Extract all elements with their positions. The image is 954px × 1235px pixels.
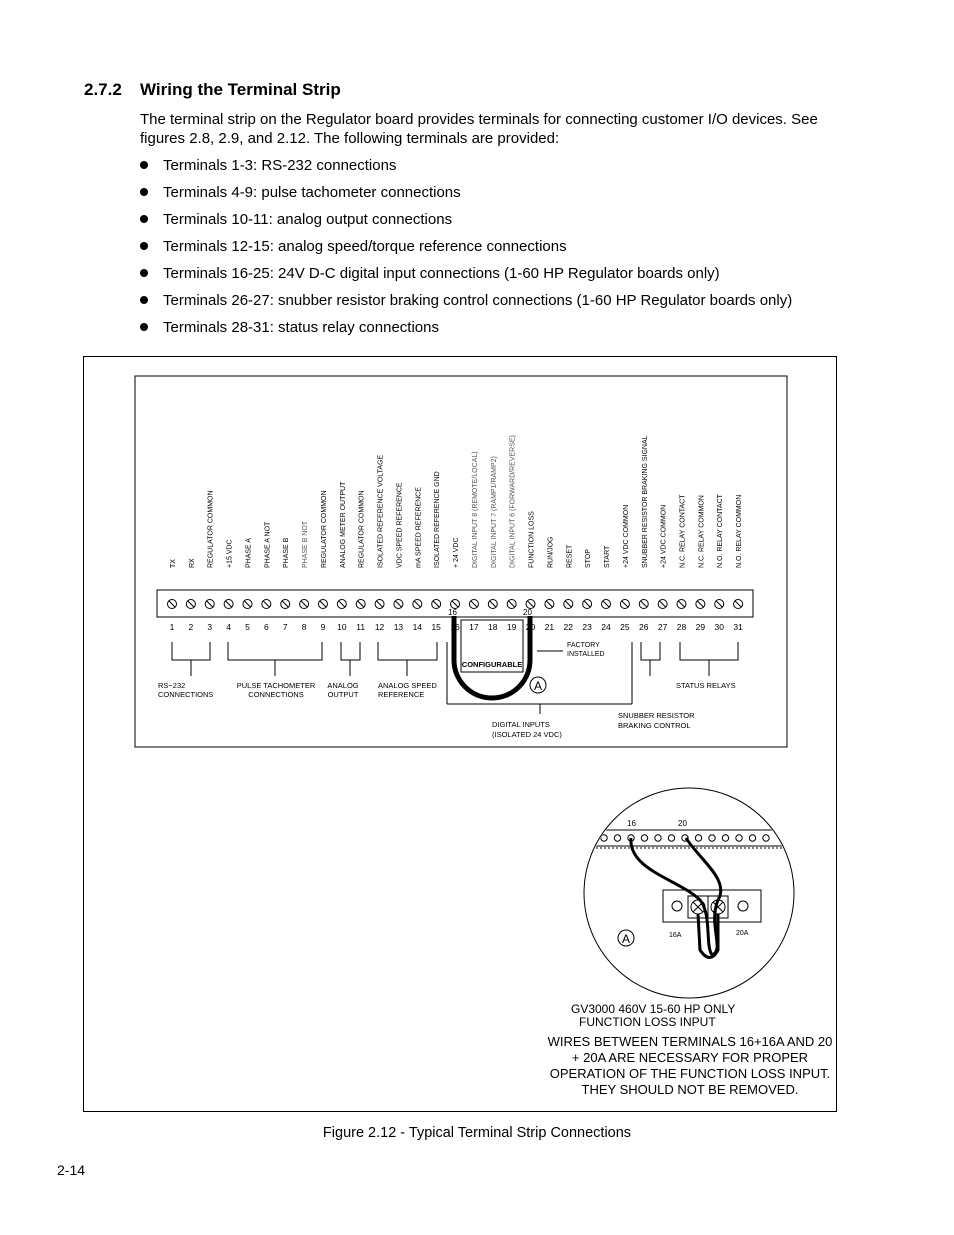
jumper-label-20: 20 — [523, 608, 532, 617]
terminal-number: 3 — [207, 622, 213, 632]
group-snubber-2: BRAKING CONTROL — [618, 721, 691, 730]
configurable-label: CONFIGURABLE — [461, 660, 523, 669]
terminal-number: 18 — [488, 622, 498, 632]
terminal-screw-slot — [226, 601, 232, 607]
terminal-number: 26 — [639, 622, 649, 632]
terminal-label: STOP — [585, 549, 593, 568]
factory-label-1: FACTORY — [567, 642, 600, 649]
detail-screw — [722, 835, 728, 841]
terminal-label: + 24 VDC — [453, 537, 461, 568]
intro-paragraph: The terminal strip on the Regulator board provides terminals for connecting customer I/O devices. See figures 2.8, 2.9, and 2.12. The following terminals are provided: — [140, 111, 818, 147]
terminal-label: ISOLATED REFERENCE GND — [434, 471, 442, 568]
terminal-label: RUN/JOG — [547, 536, 555, 568]
terminal-label: ANALOG METER OUTPUT — [339, 481, 347, 568]
factory-label-2: INSTALLED — [567, 651, 605, 658]
terminal-number: 11 — [356, 622, 366, 632]
terminal-label: FUNCTION LOSS — [528, 511, 536, 568]
terminal-screw-slot — [471, 601, 477, 607]
detail-callout-letter: A — [621, 932, 631, 946]
section-title: Wiring the Terminal Strip — [140, 80, 341, 99]
detail-label-20: 20 — [678, 819, 687, 828]
terminal-label: RX — [188, 558, 196, 568]
detail-label-16a: 16A — [669, 932, 682, 939]
terminal-screw-slot — [207, 601, 213, 607]
terminal-number: 21 — [544, 622, 555, 632]
terminal-screw-slot — [244, 601, 250, 607]
terminal-screw-slot — [528, 601, 534, 607]
terminal-screw-slot — [584, 601, 590, 607]
page-number: 2-14 — [57, 1162, 86, 1178]
terminal-screw-slot — [622, 601, 628, 607]
terminal-screw-slot — [490, 601, 496, 607]
terminal-number: 1 — [169, 622, 175, 632]
list-item: Terminals 26-27: snubber resistor braking control connections (1-60 HP Regulator boards only) — [140, 291, 792, 318]
terminal-number: 7 — [282, 622, 288, 632]
group-pulse-2: CONNECTIONS — [248, 690, 304, 699]
terminal-label: +24 VDC COMMON — [660, 504, 668, 568]
detail-screw — [601, 835, 607, 841]
detail-screw — [655, 835, 661, 841]
terminal-number: 22 — [563, 622, 574, 632]
detail-title-2: FUNCTION LOSS INPUT — [579, 1015, 716, 1029]
terminal-number: 20 — [525, 622, 536, 632]
list-item: Terminals 28-31: status relay connections — [140, 318, 792, 345]
terminal-screw-slot — [641, 601, 647, 607]
terminal-label: ISOLATED REFERENCE VOLTAGE — [377, 454, 385, 568]
detail-screw — [736, 835, 742, 841]
group-analog-out-2: OUTPUT — [327, 690, 359, 699]
terminal-number: 23 — [582, 622, 592, 632]
function-loss-note: WIRES BETWEEN TERMINALS 16+16A AND 20 + 20A ARE NECESSARY FOR PROPER OPERATION OF THE FUNCTION LOSS INPUT. THEY SHOULD NOT BE REMOVED. — [547, 1034, 833, 1097]
terminal-label: +15 VDC — [226, 539, 234, 568]
terminal-number: 28 — [676, 622, 687, 632]
terminal-label: mA SPEED REFERENCE — [415, 487, 423, 568]
terminal-label: +24 VDC COMMON — [622, 504, 630, 568]
terminal-number: 10 — [337, 622, 347, 632]
terminal-number: 6 — [263, 622, 269, 632]
group-speed-ref-1: ANALOG SPEED — [378, 681, 437, 690]
terminal-number: 29 — [695, 622, 706, 632]
terminal-screw-slot — [377, 601, 383, 607]
group-pulse-1: PULSE TACHOMETER — [236, 681, 316, 690]
terminal-number: 25 — [620, 622, 630, 632]
terminal-number: 24 — [601, 622, 611, 632]
terminal-label: PHASE B NOT — [302, 520, 310, 568]
detail-title-1: GV3000 460V 15-60 HP ONLY — [571, 1002, 736, 1016]
terminal-screw-slot — [358, 601, 364, 607]
terminal-label: DIGITAL INPUT 6 (FORWARD/REVERSE) — [509, 435, 517, 568]
terminal-number: 9 — [320, 622, 326, 632]
terminal-label: DIGITAL INPUT 8 (REMOTE/LOCAL) — [471, 451, 479, 568]
detail-label-16: 16 — [627, 819, 636, 828]
terminal-label: REGULATOR COMMON — [320, 490, 328, 568]
terminal-screw-slot — [263, 601, 269, 607]
terminal-label: SNUBBER RESISTOR BRAKING SIGNAL — [641, 435, 649, 568]
terminal-screw-slot — [660, 601, 666, 607]
terminal-number: 17 — [469, 622, 479, 632]
terminal-number: 31 — [733, 622, 743, 632]
terminal-screw-slot — [395, 601, 401, 607]
terminal-screw-slot — [282, 601, 288, 607]
terminal-screw-slot — [735, 601, 741, 607]
terminal-screw-slot — [697, 601, 703, 607]
terminal-screw-slot — [565, 601, 571, 607]
terminal-screw-slot — [546, 601, 552, 607]
terminal-label: N.C. RELAY CONTACT — [679, 494, 687, 568]
detail-screw — [709, 835, 715, 841]
group-rs232-1: RS−232 — [158, 681, 186, 690]
terminal-number: 30 — [714, 622, 724, 632]
group-digital-1: DIGITAL INPUTS — [492, 720, 550, 729]
list-item: Terminals 16-25: 24V D-C digital input connections (1-60 HP Regulator boards only) — [140, 264, 792, 291]
terminal-number: 4 — [226, 622, 231, 632]
terminal-screw-slot — [603, 601, 609, 607]
terminal-number: 15 — [431, 622, 441, 632]
detail-view — [580, 822, 800, 958]
terminal-label: N.O. RELAY CONTACT — [717, 494, 725, 568]
terminal-number: 27 — [657, 622, 668, 632]
list-item: Terminals 10-11: analog output connections — [140, 210, 792, 237]
terminal-label: N.C. RELAY COMMON — [698, 495, 706, 568]
terminal-screw-slot — [169, 601, 175, 607]
terminal-screw-slot — [509, 601, 515, 607]
detail-screw — [695, 835, 701, 841]
list-item: Terminals 1-3: RS-232 connections — [140, 156, 792, 183]
terminal-screw-slot — [188, 601, 194, 607]
terminal-number: 8 — [301, 622, 307, 632]
terminal-screw-slot — [452, 601, 458, 607]
detail-screw — [763, 835, 769, 841]
terminal-number: 13 — [393, 622, 404, 632]
terminal-number: 16 — [450, 622, 460, 632]
callout-a-letter: A — [533, 679, 543, 693]
terminal-number: 2 — [188, 622, 194, 632]
group-rs232-2: CONNECTIONS — [158, 690, 214, 699]
detail-screw — [749, 835, 755, 841]
group-speed-ref-2: REFERENCE — [378, 690, 425, 699]
list-item: Terminals 12-15: analog speed/torque reference connections — [140, 237, 792, 264]
terminal-screw-slot — [433, 601, 439, 607]
terminal-screw-slot — [678, 601, 684, 607]
detail-screw — [614, 835, 620, 841]
terminal-number: 14 — [412, 622, 423, 632]
terminal-screw-slot — [320, 601, 326, 607]
terminal-label: REGULATOR COMMON — [207, 490, 215, 568]
terminal-label: N.O. RELAY COMMON — [736, 494, 744, 568]
terminal-screw-slot — [414, 601, 420, 607]
terminal-label: RESET — [566, 544, 574, 568]
terminal-labels — [170, 435, 743, 568]
detail-label-20a: 20A — [736, 930, 749, 937]
figure-caption: Figure 2.12 - Typical Terminal Strip Connections — [322, 1125, 632, 1141]
terminal-screw-slot — [716, 601, 722, 607]
list-item: Terminals 4-9: pulse tachometer connections — [140, 183, 792, 210]
terminal-number: 5 — [245, 622, 250, 632]
detail-screw — [641, 835, 647, 841]
terminal-label: START — [604, 545, 612, 568]
terminal-label: DIGITAL INPUT 7 (RAMP1/RAMP2) — [490, 456, 498, 568]
detail-screw — [668, 835, 674, 841]
terminal-label: TX — [170, 559, 177, 568]
terminal-label: VDC SPEED REFERENCE — [396, 482, 404, 568]
terminal-label: PHASE A — [245, 538, 253, 568]
terminal-screw-slot — [301, 601, 307, 607]
group-digital-2: (ISOLATED 24 VDC) — [492, 730, 562, 739]
terminal-number: 12 — [374, 622, 385, 632]
terminal-label: PHASE B — [283, 537, 291, 568]
terminal-number: 19 — [506, 622, 517, 632]
terminal-label: PHASE A NOT — [264, 521, 272, 568]
section-number: 2.7.2 — [84, 80, 122, 99]
terminal-label: REGULATOR COMMON — [358, 490, 366, 568]
jumper-label-16: 16 — [448, 608, 457, 617]
group-analog-out-1: ANALOG — [327, 681, 359, 690]
group-status-relays: STATUS RELAYS — [676, 681, 736, 690]
terminal-screw-slot — [339, 601, 345, 607]
group-snubber-1: SNUBBER RESISTOR — [618, 711, 695, 720]
